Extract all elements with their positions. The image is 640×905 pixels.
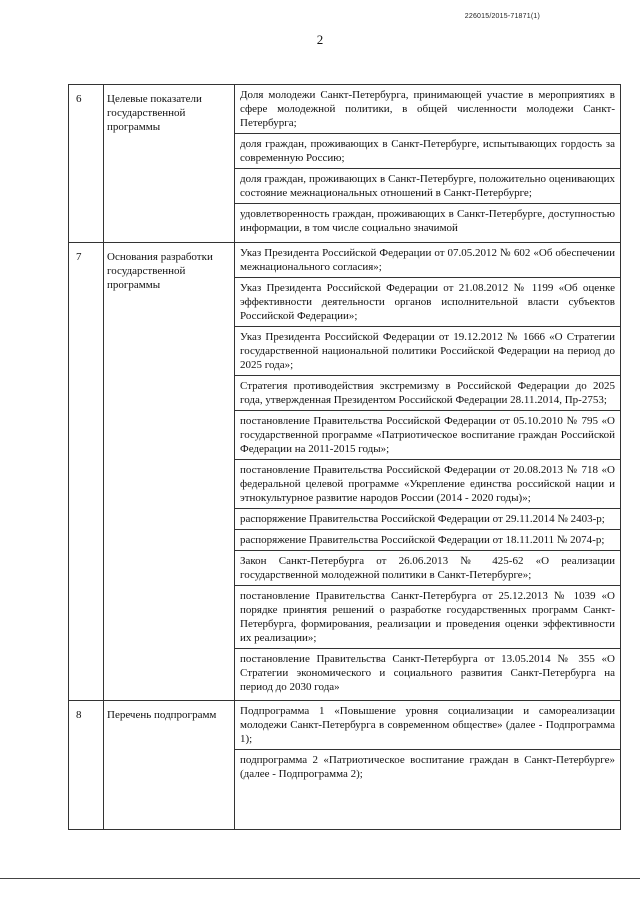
content-paragraph: Указ Президента Российской Федерации от 07.05.2012 № 602 «Об обеспечении межнационального согласия»;	[235, 243, 620, 278]
content-paragraph: доля граждан, проживающих в Санкт-Петербурге, положительно оценивающих состояние межнациональных отношений в Санкт-Петербурге;	[235, 169, 620, 204]
content-paragraph: распоряжение Правительства Российской Федерации от 29.11.2014 № 2403-р;	[235, 509, 620, 530]
row-content	[235, 243, 621, 701]
row-number: 7	[69, 243, 104, 701]
content-paragraph: Доля молодежи Санкт-Петербурга, принимающей участие в мероприятиях в сфере молодежной политики, в общей численности молодежи Санкт-Петербурга;	[235, 85, 620, 134]
content-paragraph: Указ Президента Российской Федерации от 19.12.2012 № 1666 «О Стратегии государственной национальной политики Российской Федерации на период до 2025 года»;	[235, 327, 620, 376]
content-paragraph: распоряжение Правительства Российской Федерации от 18.11.2011 № 2074-р;	[235, 530, 620, 551]
row-label: Перечень подпрограмм	[104, 701, 235, 830]
content-paragraph: постановление Правительства Российской Федерации от 05.10.2010 № 795 «О государственной программе «Патриотическое воспитание граждан Российской Федерации на 2011-2015 годы»;	[235, 411, 620, 460]
content-paragraph: постановление Правительства Санкт-Петербурга от 25.12.2013 № 1039 «О порядке принятия решений о разработке государственных программ Санкт-Петербурга, формирования, реализации и проведения оценки эффективности их реализации»;	[235, 586, 620, 649]
row-number: 8	[69, 701, 104, 830]
table-row-6	[69, 85, 621, 243]
content-paragraph: Подпрограмма 1 «Повышение уровня социализации и самореализации молодежи Санкт-Петербурга в современном обществе» (далее - Подпрограмма 1);	[235, 701, 620, 750]
table-row-7	[69, 243, 621, 701]
content-paragraph: удовлетворенность граждан, проживающих в Санкт-Петербурге, доступностью информации, в том числе социально значимой	[240, 208, 615, 234]
row-number: 6	[69, 85, 104, 243]
content-paragraph: доля граждан, проживающих в Санкт-Петербурге, испытывающих гордость за современную Россию;	[235, 134, 620, 169]
program-passport-table	[68, 84, 621, 830]
content-paragraph: постановление Правительства Санкт-Петербурга от 13.05.2014 № 355 «О Стратегии экономического и социального развития Санкт-Петербурга на период до 2030 года»	[240, 653, 615, 693]
table-row-8	[69, 701, 621, 830]
content-paragraph: Закон Санкт-Петербурга от 26.06.2013 № 425-62 «О реализации государственной молодежной политики в Санкт-Петербурге»;	[235, 551, 620, 586]
content-paragraph: Стратегия противодействия экстремизму в Российской Федерации до 2025 года, утвержденная Президентом Российской Федерации 28.11.2014, Пр-2753;	[235, 376, 620, 411]
row-content	[235, 85, 621, 243]
content-paragraph: Указ Президента Российской Федерации от 21.08.2012 № 1199 «Об оценке эффективности деятельности органов исполнительной власти субъектов Российской Федерации»;	[235, 278, 620, 327]
row-label: Основания разработки государственной программы	[104, 243, 235, 701]
document-id: 226015/2015-71871(1)	[464, 13, 540, 20]
bottom-divider	[0, 878, 640, 879]
page-number: 2	[316, 32, 324, 47]
content-paragraph: подпрограмма 2 «Патриотическое воспитание граждан в Санкт-Петербурге» (далее - Подпрограмма 2);	[240, 754, 615, 780]
row-label: Целевые показатели государственной программы	[104, 85, 235, 243]
content-paragraph: постановление Правительства Российской Федерации от 20.08.2013 № 718 «О федеральной целевой программе «Укрепление единства российской нации и этнокультурное развитие народов России (2014 - 2020 годы)»;	[235, 460, 620, 509]
row-content	[235, 701, 621, 830]
